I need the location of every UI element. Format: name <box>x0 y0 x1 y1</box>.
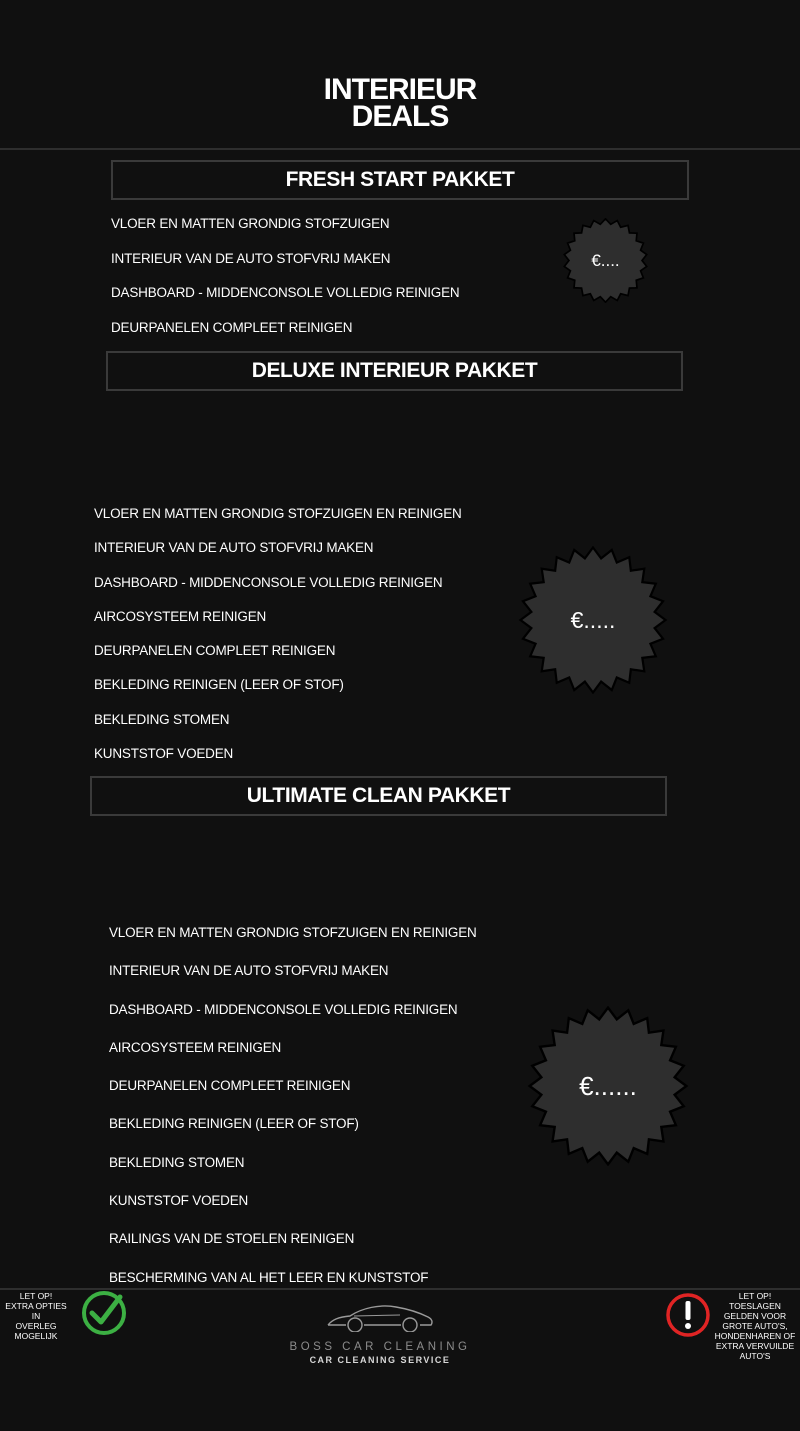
list-item: DASHBOARD - MIDDENCONSOLE VOLLEDIG REINIGEN <box>109 1001 458 1017</box>
list-item: INTERIEUR VAN DE AUTO STOFVRIJ MAKEN <box>109 963 389 979</box>
package-title-deluxe: DELUXE INTERIEUR PAKKET <box>106 351 683 391</box>
list-item: BEKLEDING REINIGEN (LEER OF STOF) <box>94 677 344 693</box>
brand-logo <box>280 1298 480 1365</box>
price-badge-fresh-start <box>563 218 648 303</box>
list-item: BESCHERMING VAN AL HET LEER EN KUNSTSTOF <box>109 1269 429 1285</box>
brand-name: BOSS CAR CLEANING <box>289 1341 471 1353</box>
list-item: VLOER EN MATTEN GRONDIG STOFZUIGEN EN REINIGEN <box>94 506 462 521</box>
price-label: €..... <box>570 606 616 633</box>
list-item: DASHBOARD - MIDDENCONSOLE VOLLEDIG REINIGEN <box>111 285 460 300</box>
list-item: INTERIEUR VAN DE AUTO STOFVRIJ MAKEN <box>94 540 374 556</box>
package-list-ultimate <box>109 925 477 1308</box>
page-title <box>0 73 800 133</box>
brand-tagline: CAR CLEANING SERVICE <box>309 1355 451 1365</box>
list-item: BEKLEDING STOMEN <box>94 711 230 727</box>
header-divider <box>0 148 800 150</box>
list-item: VLOER EN MATTEN GRONDIG STOFZUIGEN EN REINIGEN <box>109 925 477 940</box>
list-item: BEKLEDING STOMEN <box>109 1154 245 1170</box>
package-list-deluxe <box>94 506 462 780</box>
list-item: DEURPANELEN COMPLEET REINIGEN <box>94 643 336 659</box>
package-title-ultimate: ULTIMATE CLEAN PAKKET <box>90 776 667 816</box>
list-item: KUNSTSTOF VOEDEN <box>109 1193 249 1209</box>
list-item: INTERIEUR VAN DE AUTO STOFVRIJ MAKEN <box>111 250 391 266</box>
list-item: BEKLEDING REINIGEN (LEER OF STOF) <box>109 1116 359 1132</box>
exclamation-circle-icon <box>665 1292 711 1338</box>
sports-car-icon <box>324 1298 436 1332</box>
left-note: LET OP! EXTRA OPTIES IN OVERLEG MOGELIJK <box>5 1291 67 1341</box>
list-item: VLOER EN MATTEN GRONDIG STOFZUIGEN <box>111 216 390 231</box>
list-item: RAILINGS VAN DE STOELEN REINIGEN <box>109 1231 355 1247</box>
list-item: AIRCOSYSTEEM REINIGEN <box>109 1039 282 1055</box>
right-note: LET OP! TOESLAGEN GELDEN VOOR GROTE AUTO'S, HONDENHAREN OF EXTRA VERVUILDE AUTO'S <box>714 1291 796 1361</box>
package-title-fresh-start: FRESH START PAKKET <box>111 160 689 200</box>
list-item: KUNSTSTOF VOEDEN <box>94 746 234 762</box>
price-badge-deluxe <box>518 546 668 694</box>
price-badge-ultimate <box>525 1006 691 1166</box>
list-item: AIRCOSYSTEEM REINIGEN <box>94 608 267 624</box>
price-label: €...... <box>579 1070 637 1101</box>
package-list-fresh-start <box>111 216 459 354</box>
list-item: DEURPANELEN COMPLEET REINIGEN <box>109 1078 351 1094</box>
list-item: DASHBOARD - MIDDENCONSOLE VOLLEDIG REINIGEN <box>94 574 443 590</box>
price-label: €.... <box>591 250 620 270</box>
list-item: DEURPANELEN COMPLEET REINIGEN <box>111 319 353 335</box>
page-title-line1: INTERIEUR <box>323 73 477 106</box>
check-circle-icon <box>80 1289 128 1337</box>
page-title-line2: DEALS <box>351 100 449 133</box>
